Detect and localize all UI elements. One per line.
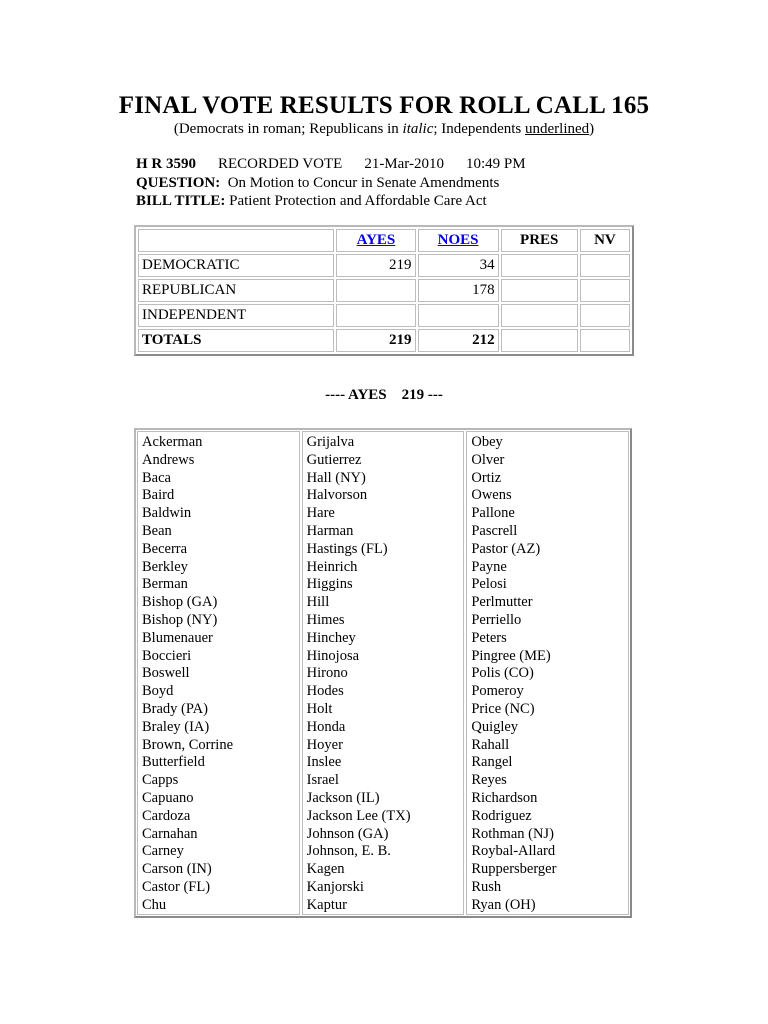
member-name: Baldwin xyxy=(142,505,192,522)
member-name: Richardson xyxy=(471,789,538,806)
names-column xyxy=(137,431,300,915)
member-name: Olver xyxy=(471,451,505,468)
bill-title-label: BILL TITLE: xyxy=(136,193,226,209)
ayes-heading: ---- AYES 219 --- xyxy=(325,387,443,403)
member-name: Hodes xyxy=(306,683,344,700)
member-name: Pastor (AZ) xyxy=(471,540,541,557)
member-name: Baird xyxy=(142,487,175,504)
member-name: Johnson (GA) xyxy=(306,825,389,842)
member-name: Braley (IA) xyxy=(142,718,210,735)
member-name: Bishop (GA) xyxy=(142,594,218,611)
member-name: Quigley xyxy=(471,718,519,735)
subtitle-text: ; Independents xyxy=(433,121,525,137)
member-name: Baca xyxy=(142,469,171,486)
member-name: Brady (PA) xyxy=(142,700,208,717)
vote-info-line xyxy=(136,155,526,173)
table-row xyxy=(138,304,630,327)
member-name: Payne xyxy=(471,558,507,575)
member-name: Roybal-Allard xyxy=(471,843,556,860)
member-name: Rothman (NJ) xyxy=(471,825,554,842)
table-header-row xyxy=(138,229,630,252)
member-name: Carnahan xyxy=(142,825,198,842)
nv-cell xyxy=(580,279,630,302)
member-name: Boswell xyxy=(142,665,190,682)
member-name: Jackson Lee (TX) xyxy=(306,807,411,824)
member-name: Carney xyxy=(142,843,184,860)
pres-cell xyxy=(501,254,578,277)
ayes-cell xyxy=(336,304,415,327)
member-name: Himes xyxy=(306,611,345,628)
member-name: Butterfield xyxy=(142,754,205,771)
member-name: Inslee xyxy=(306,754,342,771)
member-name: Blumenauer xyxy=(142,629,213,646)
vote-time: 10:49 PM xyxy=(466,156,526,172)
member-name: Pascrell xyxy=(471,522,518,539)
member-name: Heinrich xyxy=(306,558,358,575)
page-title: FINAL VOTE RESULTS FOR ROLL CALL 165 xyxy=(118,92,650,119)
member-name: Honda xyxy=(306,718,346,735)
vote-type: RECORDED VOTE xyxy=(218,156,343,172)
noes-cell: 34 xyxy=(418,254,499,277)
member-name: Cardoza xyxy=(142,807,191,824)
member-name: Hill xyxy=(306,594,330,611)
member-name: Rush xyxy=(471,878,502,895)
member-name: Reyes xyxy=(471,772,507,789)
member-name: Higgins xyxy=(306,576,353,593)
member-name: Pelosi xyxy=(471,576,507,593)
member-name: Johnson, E. B. xyxy=(306,843,391,860)
nv-cell xyxy=(580,254,630,277)
member-name: Halvorson xyxy=(306,487,368,504)
member-name: Hinchey xyxy=(306,629,356,646)
member-name: Pingree (ME) xyxy=(471,647,551,664)
member-name: Becerra xyxy=(142,540,188,557)
member-name: Hare xyxy=(306,505,335,522)
header-ayes xyxy=(336,229,415,252)
member-name: Obey xyxy=(471,434,503,450)
member-name: Berman xyxy=(142,576,188,593)
member-name: Polis (CO) xyxy=(471,665,534,682)
names-column xyxy=(466,431,629,915)
subtitle-italic: italic xyxy=(402,121,434,137)
member-name: Pallone xyxy=(471,505,515,522)
member-name: Hall (NY) xyxy=(306,469,366,486)
member-name: Bishop (NY) xyxy=(142,611,218,628)
party-cell: TOTALS xyxy=(138,329,334,352)
member-name: Boyd xyxy=(142,683,174,700)
member-name: Peters xyxy=(471,629,507,646)
member-name: Rangel xyxy=(471,754,513,771)
question-label: QUESTION: xyxy=(136,175,221,191)
header-nv: NV xyxy=(580,229,630,252)
member-name: Chu xyxy=(142,896,167,913)
member-name: Carson (IN) xyxy=(142,861,212,878)
totals-row xyxy=(138,329,630,352)
bill-title-text: Patient Protection and Affordable Care Act xyxy=(229,193,487,209)
bill-number: H R 3590 xyxy=(136,156,196,172)
ayes-link[interactable]: AYES xyxy=(356,232,396,248)
header-noes xyxy=(418,229,499,252)
question-line xyxy=(136,174,499,192)
pres-cell xyxy=(501,279,578,302)
vote-tally-table xyxy=(134,225,634,356)
member-name: Kagen xyxy=(306,861,345,878)
ayes-cell: 219 xyxy=(336,329,415,352)
member-name: Hoyer xyxy=(306,736,343,753)
member-name: Jackson (IL) xyxy=(306,789,380,806)
member-name: Ortiz xyxy=(471,469,502,486)
nv-cell xyxy=(580,304,630,327)
pres-cell xyxy=(501,304,578,327)
member-name: Perriello xyxy=(471,611,522,628)
member-name: Kanjorski xyxy=(306,878,364,895)
noes-link[interactable]: NOES xyxy=(437,232,479,248)
noes-cell xyxy=(418,304,499,327)
member-name: Bean xyxy=(142,522,172,539)
member-name: Capps xyxy=(142,772,179,789)
member-name: Ackerman xyxy=(142,434,203,450)
vote-date: 21-Mar-2010 xyxy=(364,156,444,172)
header-party xyxy=(138,229,334,252)
noes-cell: 178 xyxy=(418,279,499,302)
member-name: Ruppersberger xyxy=(471,861,557,878)
member-name: Grijalva xyxy=(306,434,355,450)
noes-cell: 212 xyxy=(418,329,499,352)
nv-cell xyxy=(580,329,630,352)
header-pres: PRES xyxy=(501,229,578,252)
member-name: Ryan (OH) xyxy=(471,896,536,913)
party-cell: REPUBLICAN xyxy=(138,279,334,302)
member-name: Berkley xyxy=(142,558,188,575)
party-cell: DEMOCRATIC xyxy=(138,254,334,277)
member-name: Rahall xyxy=(471,736,510,753)
table-row xyxy=(138,254,630,277)
bill-title-line xyxy=(136,192,487,210)
ayes-cell xyxy=(336,279,415,302)
pres-cell xyxy=(501,329,578,352)
subtitle-text: ) xyxy=(589,121,595,137)
page-subtitle xyxy=(0,121,768,138)
ayes-cell: 219 xyxy=(336,254,415,277)
ayes-names-table xyxy=(134,428,632,918)
party-cell: INDEPENDENT xyxy=(138,304,334,327)
member-name: Hirono xyxy=(306,665,348,682)
member-name: Pomeroy xyxy=(471,683,524,700)
member-name: Perlmutter xyxy=(471,594,533,611)
subtitle-underlined: underlined xyxy=(525,121,590,137)
member-name: Hinojosa xyxy=(306,647,360,664)
subtitle-text: (Democrats in roman; Republicans in xyxy=(173,121,403,137)
member-name: Harman xyxy=(306,522,354,539)
member-name: Holt xyxy=(306,700,333,717)
question-text: On Motion to Concur in Senate Amendments xyxy=(227,175,500,191)
member-name: Capuano xyxy=(142,789,194,806)
member-name: Kaptur xyxy=(306,896,347,913)
member-name: Andrews xyxy=(142,451,195,468)
member-name: Brown, Corrine xyxy=(142,736,234,753)
member-name: Rodriguez xyxy=(471,807,532,824)
member-name: Israel xyxy=(306,772,339,789)
member-name: Castor (FL) xyxy=(142,878,211,895)
member-name: Owens xyxy=(471,487,512,504)
names-column xyxy=(302,431,465,915)
member-name: Gutierrez xyxy=(306,451,362,468)
member-name: Hastings (FL) xyxy=(306,540,388,557)
member-name: Price (NC) xyxy=(471,700,535,717)
table-row xyxy=(138,279,630,302)
member-name: Boccieri xyxy=(142,647,192,664)
